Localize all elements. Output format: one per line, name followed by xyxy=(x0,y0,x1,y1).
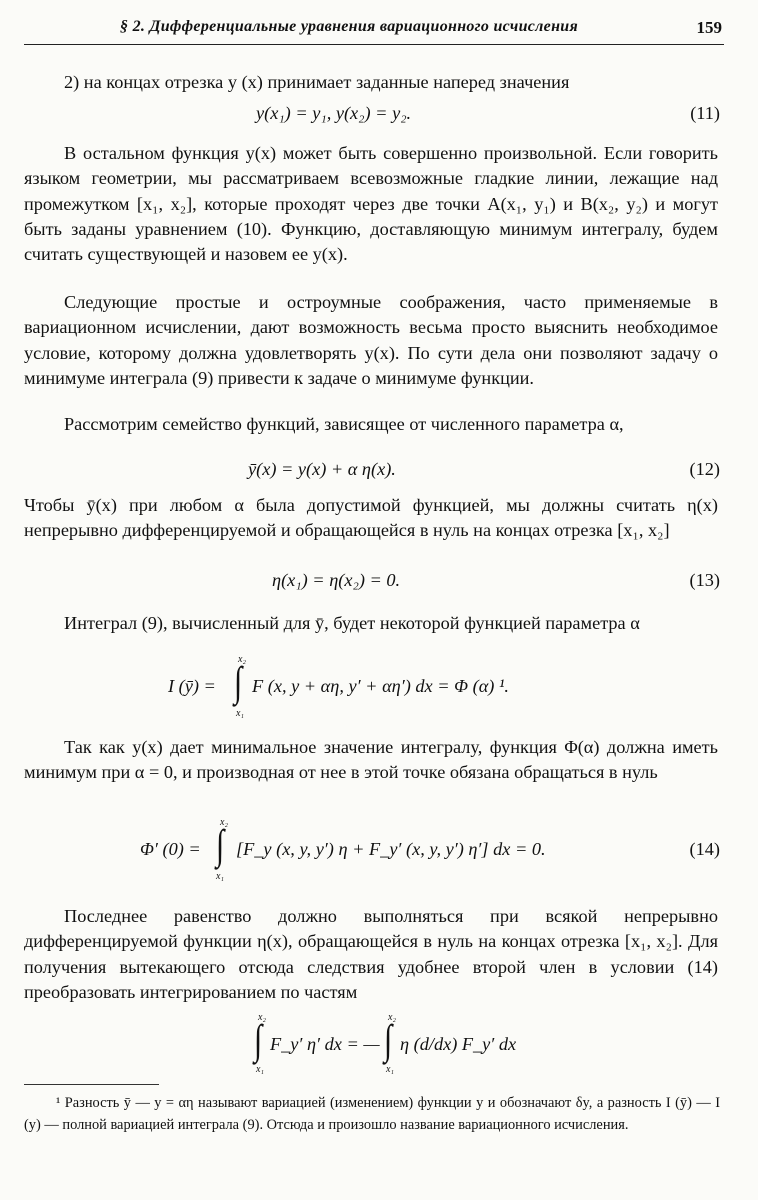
header-title: § 2. Дифференциальные уравнения вариационного исчисления xyxy=(120,18,579,35)
equation-integral-I xyxy=(168,652,618,724)
upper-limit-left: x₂ xyxy=(258,1012,266,1023)
paragraph-7: Последнее равенство должно выполняться при всякой непрерывно дифференцируемой функции η(x), обращающейся в нуль на концах отрезка [x₁, x₂]. Для получения вытекающего отсюда следствия удобнее второй член в условии (14) преобразовать интегрированием по частям xyxy=(24,906,718,1002)
equation-14-body: [F_y (x, y, y′) η + F_y′ (x, y, y′) η′] dx = 0. xyxy=(236,839,546,859)
paragraph-1: В остальном функция y(x) может быть совершенно произвольной. Если говорить языком геометрии, мы рассматриваем всевозможные гладкие линии, лежащие над промежутком [x₁, x₂], которые проходят через две точки A(x₁, y₁) и B(x₂, y₂) и могут быть заданы уравнением (10). Функцию, доставляющую минимум интегралу, будем считать существующей и назовем ее y(x). xyxy=(24,143,718,265)
footnote-divider xyxy=(24,1084,159,1085)
paragraph-5: Интеграл (9), вычисленный для ȳ, будет некоторой функцией параметра α xyxy=(64,613,640,633)
integral-sign-icon: ∫ xyxy=(384,1017,393,1064)
integral-sign-icon: ∫ xyxy=(254,1017,263,1064)
upper-limit: x₂ xyxy=(220,817,228,828)
lower-limit: x₁ xyxy=(216,871,224,882)
page-number: 159 xyxy=(696,18,722,37)
upper-limit: x₂ xyxy=(238,654,246,665)
lower-limit-left: x₁ xyxy=(256,1064,264,1075)
equation-13: η(x₁) = η(x₂) = 0. xyxy=(272,570,401,590)
lower-limit-right: x₁ xyxy=(386,1064,394,1075)
by-parts-left: F_y′ η′ dx = — xyxy=(270,1034,380,1054)
equation-12: ȳ(x) = y(x) + α η(x). xyxy=(248,459,396,479)
by-parts-right: η (d/dx) F_y′ dx xyxy=(400,1034,517,1054)
lower-limit: x₁ xyxy=(236,708,244,719)
equation-by-parts xyxy=(252,1010,517,1080)
paragraph-3: Рассмотрим семейство функций, зависящее от численного параметра α, xyxy=(64,414,624,434)
integral-body: F (x, y + αη, y′ + αη′) dx = Φ (α) ¹. xyxy=(252,676,509,696)
equation-number-13: (13) xyxy=(689,570,720,590)
integral-sign-icon: ∫ xyxy=(216,822,225,869)
equation-number-12: (12) xyxy=(689,459,720,479)
integral-sign-icon: ∫ xyxy=(234,659,243,706)
equation-14-lhs: Φ′ (0) = xyxy=(140,839,201,859)
running-header xyxy=(24,14,724,45)
equation-14 xyxy=(140,815,640,887)
equation-number-14: (14) xyxy=(689,839,720,859)
paragraph-6: Так как y(x) дает минимальное значение интегралу, функция Φ(α) должна иметь минимум при α = 0, и производная от нее в этой точке обязана обращаться в нуль xyxy=(24,737,718,783)
equation-11: y(x₁) = y₁, y(x₂) = y₂. xyxy=(256,103,412,123)
upper-limit-right: x₂ xyxy=(388,1012,396,1023)
paragraph-item-2: 2) на концах отрезка y (x) принимает заданные наперед значения xyxy=(64,72,570,92)
footnote: ¹ Разность ȳ — y = αη называют вариацией (изменением) функции y и обозначают δy, а разность I (ȳ) — I (y) — полной вариацией интеграла (9). Отсюда и произошло название вариационного исчисления. xyxy=(24,1095,720,1133)
paragraph-4: Чтобы ȳ(x) при любом α была допустимой функцией, мы должны считать η(x) непрерывно дифференцируемой и обращающейся в нуль на концах отрезка [x₁, x₂] xyxy=(24,495,718,541)
integral-lhs: I (ȳ) = xyxy=(168,676,216,696)
paragraph-2: Следующие простые и остроумные соображения, часто применяемые в вариационном исчислении, дают возможность весьма просто выяснить необходимое условие, которому должна удовлетворять y(x). По сути дела они позволяют задачу о минимуме интеграла (9) привести к задаче о минимуме функции. xyxy=(24,292,718,388)
equation-number-11: (11) xyxy=(690,103,720,123)
